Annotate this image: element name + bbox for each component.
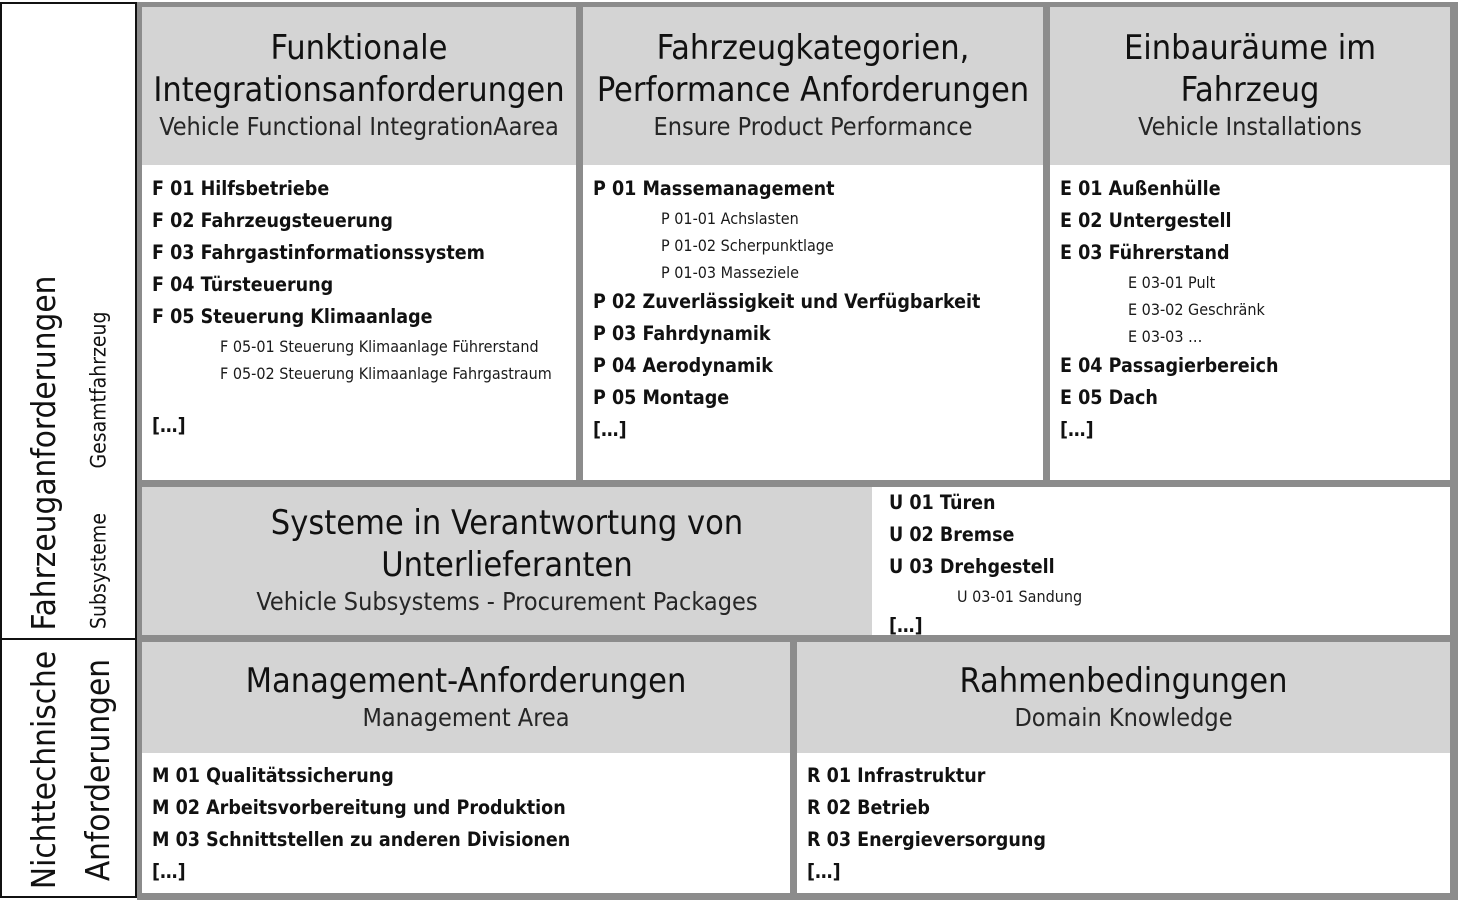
sub-item: P 01-03 Masseziele xyxy=(661,263,800,282)
management-list xyxy=(152,760,784,888)
list-item: R 03 Energieversorgung xyxy=(807,828,1046,851)
framework-list xyxy=(807,760,1444,888)
sub-item: U 03-01 Sandung xyxy=(957,587,1083,606)
performance-title-line1: Fahrzeugkategorien, xyxy=(656,28,970,69)
sub-item: E 03-02 Geschränk xyxy=(1128,300,1265,319)
more-indicator: […] xyxy=(889,614,923,635)
list-item: M 01 Qualitätssicherung xyxy=(152,764,394,787)
functional-subtitle: Vehicle Functional IntegrationAarea xyxy=(159,112,559,142)
management-subtitle: Management Area xyxy=(362,702,570,732)
more-indicator: […] xyxy=(152,414,186,437)
performance-title-line2: Performance Anforderungen xyxy=(596,69,1030,110)
list-item: U 03 Drehgestell xyxy=(889,555,1055,578)
installations-subtitle: Vehicle Installations xyxy=(1138,112,1362,142)
sub-item: F 05-02 Steuerung Klimaanlage Fahrgastraum xyxy=(220,364,552,383)
list-item: M 02 Arbeitsvorbereitung und Produktion xyxy=(152,796,566,819)
list-item: F 01 Hilfsbetriebe xyxy=(152,177,330,200)
installations-header xyxy=(1050,7,1450,165)
performance-panel xyxy=(583,7,1043,480)
framework-header xyxy=(797,642,1450,753)
subsystems-label: Subsysteme xyxy=(86,513,111,629)
installations-panel xyxy=(1050,7,1450,480)
list-item: U 01 Türen xyxy=(889,491,996,514)
framework-title: Rahmenbedingungen xyxy=(959,660,1288,701)
subsystems-header xyxy=(142,487,872,635)
list-item: E 02 Untergestell xyxy=(1060,209,1232,232)
list-item: U 02 Bremse xyxy=(889,523,1015,546)
performance-list xyxy=(593,173,1037,446)
management-title: Management-Anforderungen xyxy=(245,660,687,701)
vehicle-requirements-label: Fahrzeuganforderungen xyxy=(23,275,63,631)
functional-title-line1: Funktionale xyxy=(270,28,448,69)
list-item: E 01 Außenhülle xyxy=(1060,177,1221,200)
sub-item: F 05-01 Steuerung Klimaanlage Führerstand xyxy=(220,337,539,356)
list-item: F 05 Steuerung Klimaanlage xyxy=(152,305,433,328)
list-item: E 04 Passagierbereich xyxy=(1060,354,1279,377)
subsystems-subtitle: Vehicle Subsystems - Procurement Packages xyxy=(256,587,758,617)
framework-subtitle: Domain Knowledge xyxy=(1014,702,1233,732)
list-item: F 03 Fahrgastinformationssystem xyxy=(152,241,485,264)
functional-list xyxy=(152,173,570,442)
list-item: P 04 Aerodynamik xyxy=(593,354,773,377)
more-indicator: […] xyxy=(1060,418,1094,441)
nontechnical-label-line1: Nichttechnische xyxy=(23,650,63,890)
list-item: F 02 Fahrzeugsteuerung xyxy=(152,209,393,232)
performance-header xyxy=(583,7,1043,165)
framework-panel xyxy=(797,642,1450,893)
more-indicator: […] xyxy=(807,860,841,883)
sub-item: P 01-01 Achslasten xyxy=(661,209,799,228)
list-item: M 03 Schnittstellen zu anderen Divisionen xyxy=(152,828,571,851)
subsystems-header-panel xyxy=(142,487,872,635)
nontechnical-label-line2: Anforderungen xyxy=(77,658,117,882)
sub-item: E 03-01 Pult xyxy=(1128,273,1216,292)
subsystems-title: Systeme in Verantwortung von Unterlieferanten xyxy=(270,503,744,585)
management-panel xyxy=(142,642,790,893)
sub-item: E 03-03 … xyxy=(1128,327,1203,346)
installations-title: Einbauräume im Fahrzeug xyxy=(1123,28,1377,110)
nontechnical-box xyxy=(0,638,137,898)
functional-title-line2: Integrationsanforderungen xyxy=(153,69,565,110)
subsystems-panel xyxy=(872,487,1450,635)
more-indicator: […] xyxy=(152,860,186,883)
management-header xyxy=(142,642,790,753)
functional-header xyxy=(142,7,576,165)
whole-vehicle-label: Gesamtfahrzeug xyxy=(86,311,111,469)
list-item: R 02 Betrieb xyxy=(807,796,930,819)
performance-subtitle: Ensure Product Performance xyxy=(653,112,973,142)
sub-item: P 01-02 Scherpunktlage xyxy=(661,236,834,255)
list-item: E 05 Dach xyxy=(1060,386,1158,409)
list-item: F 04 Türsteuerung xyxy=(152,273,334,296)
installations-list xyxy=(1060,173,1444,446)
vehicle-requirements-box xyxy=(0,2,137,640)
functional-panel xyxy=(142,7,576,480)
more-indicator: […] xyxy=(593,418,627,441)
subsystems-list xyxy=(889,487,1444,635)
list-item: P 05 Montage xyxy=(593,386,730,409)
list-item: P 03 Fahrdynamik xyxy=(593,322,771,345)
list-item: R 01 Infrastruktur xyxy=(807,764,986,787)
list-item: E 03 Führerstand xyxy=(1060,241,1230,264)
list-item: P 01 Massemanagement xyxy=(593,177,835,200)
list-item: P 02 Zuverlässigkeit und Verfügbarkeit xyxy=(593,290,981,313)
